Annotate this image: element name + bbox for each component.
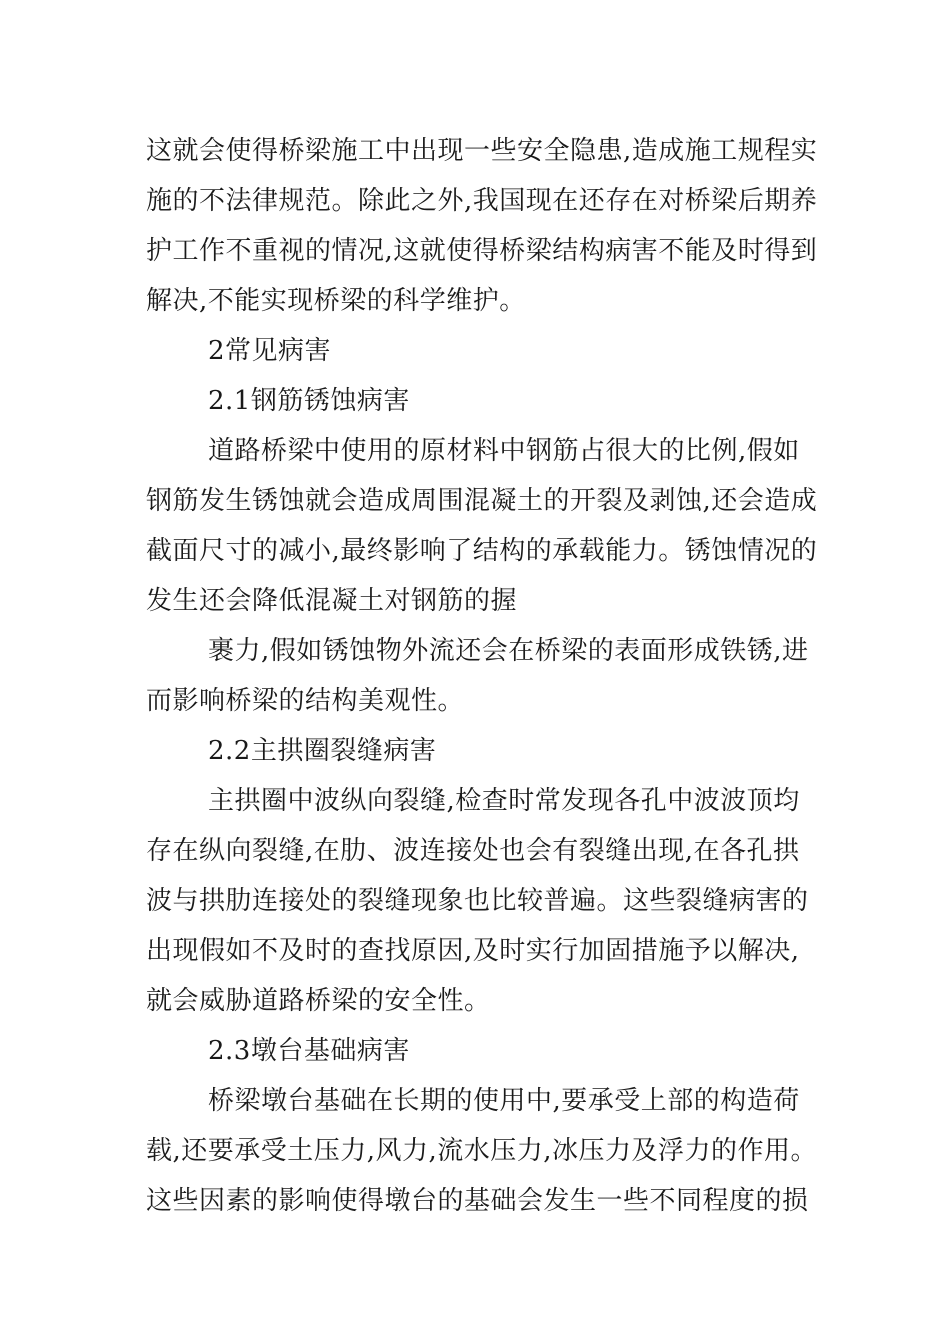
text-line: 护工作不重视的情况,这就使得桥梁结构病害不能及时得到 bbox=[146, 236, 818, 266]
section-heading: 2常见病害 bbox=[208, 336, 332, 366]
text-line: 存在纵向裂缝,在肋、波连接处也会有裂缝出现,在各孔拱 bbox=[146, 836, 800, 866]
text-line: 这就会使得桥梁施工中出现一些安全隐患,造成施工规程实 bbox=[146, 136, 818, 166]
text-line: 就会威胁道路桥梁的安全性。 bbox=[146, 986, 491, 1016]
text-line: 截面尺寸的减小,最终影响了结构的承载能力。锈蚀情况的 bbox=[146, 536, 818, 566]
text-line: 载,还要承受土压力,风力,流水压力,冰压力及浮力的作用。 bbox=[146, 1136, 818, 1166]
subsection-heading: 2.3墩台基础病害 bbox=[208, 1036, 410, 1066]
subsection-heading: 2.2主拱圈裂缝病害 bbox=[208, 736, 437, 766]
text-line: 波与拱肋连接处的裂缝现象也比较普遍。这些裂缝病害的 bbox=[146, 886, 809, 916]
text-line: 出现假如不及时的查找原因,及时实行加固措施予以解决, bbox=[146, 936, 800, 966]
text-line: 道路桥梁中使用的原材料中钢筋占很大的比例,假如 bbox=[208, 436, 800, 466]
text-line: 解决,不能实现桥梁的科学维护。 bbox=[146, 286, 526, 316]
text-line: 主拱圈中波纵向裂缝,检查时常发现各孔中波波顶均 bbox=[208, 786, 800, 816]
text-line: 钢筋发生锈蚀就会造成周围混凝土的开裂及剥蚀,还会造成 bbox=[146, 486, 818, 516]
text-line: 这些因素的影响使得墩台的基础会发生一些不同程度的损 bbox=[146, 1186, 809, 1216]
text-line: 施的不法律规范。除此之外,我国现在还存在对桥梁后期养 bbox=[146, 186, 818, 216]
text-line: 桥梁墩台基础在长期的使用中,要承受上部的构造荷 bbox=[208, 1086, 800, 1116]
text-line: 而影响桥梁的结构美观性。 bbox=[146, 686, 465, 716]
subsection-heading: 2.1钢筋锈蚀病害 bbox=[208, 386, 410, 416]
text-line: 发生还会降低混凝土对钢筋的握 bbox=[146, 586, 518, 616]
text-line: 裹力,假如锈蚀物外流还会在桥梁的表面形成铁锈,进 bbox=[208, 636, 809, 666]
